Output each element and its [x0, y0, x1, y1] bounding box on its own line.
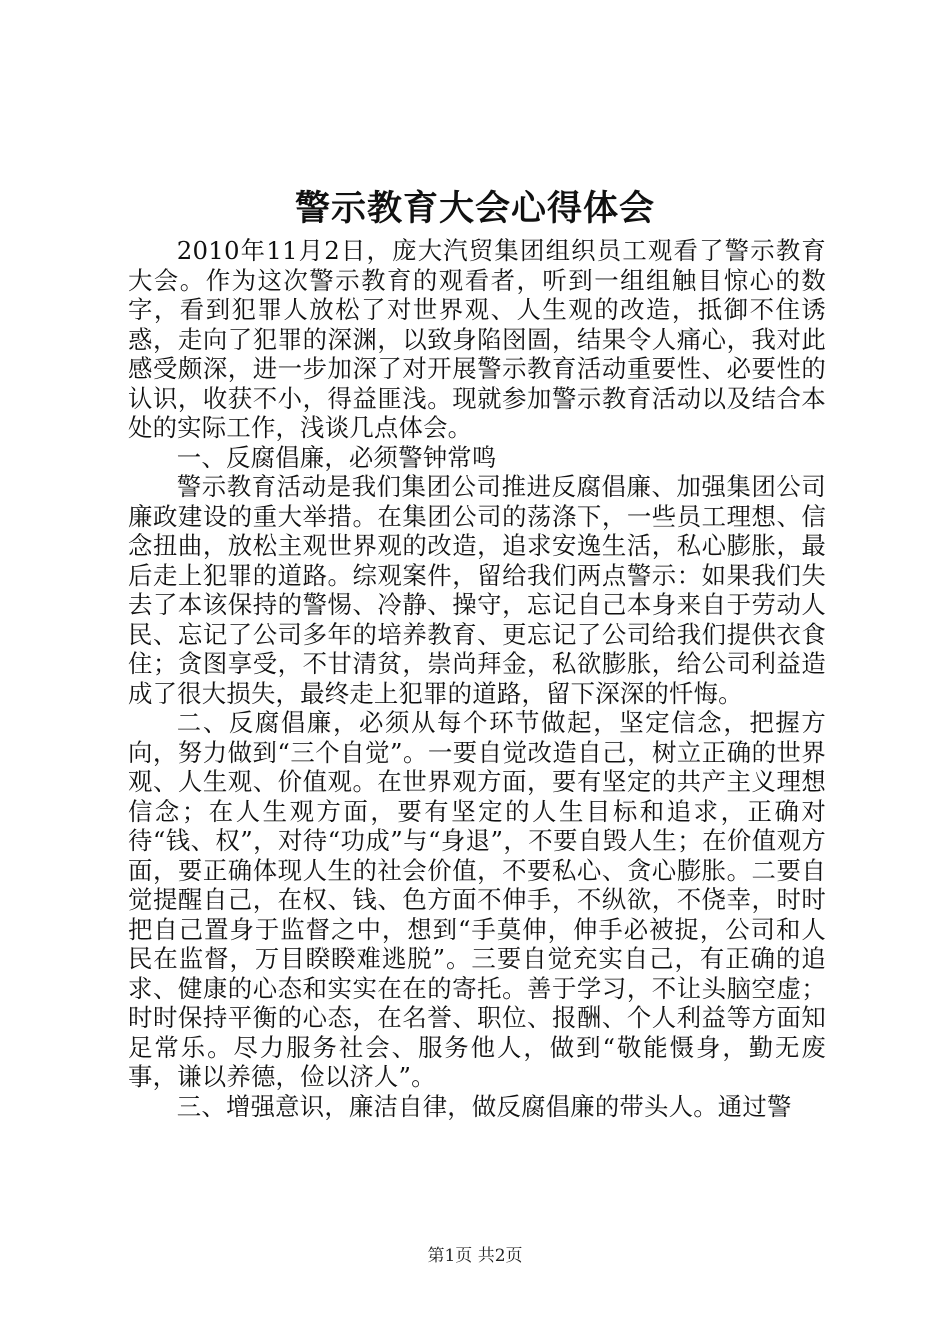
- document-body: [128, 236, 826, 1121]
- paragraph-intro: 2010年11月2日，庞大汽贸集团组织员工观看了警示教育大会。作为这次警示教育的观看者，听到一组组触目惊心的数字，看到犯罪人放松了对世界观、人生观的改造，抵御不住诱惑，走向了犯罪的深渊，以致身陷囹圄，结果令人痛心，我对此感受颇深，进一步加深了对开展警示教育活动重要性、必要性的认识，收获不小，得益匪浅。现就参加警示教育活动以及结合本处的实际工作，浅谈几点体会。: [128, 236, 826, 442]
- document-title: 警示教育大会心得体会: [294, 189, 655, 229]
- paragraph-section-2: 二、反腐倡廉，必须从每个环节做起，坚定信念，把握方向，努力做到“三个自觉”。一要自觉改造自己，树立正确的世界观、人生观、价值观。在世界观方面，要有坚定的共产主义理想信念；在人生观方面，要有坚定的人生目标和追求，正确对待“钱、权”，对待“功成”与“身退”，不要自毁人生；在价值观方面，要正确体现人生的社会价值，不要私心、贪心膨胀。二要自觉提醒自己，在权、钱、色方面不伸手，不纵欲，不侥幸，时时把自己置身于监督之中，想到“手莫伸，伸手必被捉，公司和人民在监督，万目睽睽难逃脱”。三要自觉充实自己，有正确的追求、健康的心态和实实在在的寄托。善于学习，不让头脑空虚；时时保持平衡的心态，在名誉、职位、报酬、个人利益等方面知足常乐。尽力服务社会、服务他人，做到“敬能慑身，勤无废事，谦以养德，俭以济人”。: [128, 708, 826, 1091]
- paragraph-section-3: 三、增强意识，廉洁自律，做反腐倡廉的带头人。通过警: [176, 1091, 792, 1121]
- section-heading-1: 一、反腐倡廉，必须警钟常鸣: [176, 442, 497, 472]
- paragraph-section-1: 警示教育活动是我们集团公司推进反腐倡廉、加强集团公司廉政建设的重大举措。在集团公司的荡涤下，一些员工理想、信念扭曲，放松主观世界观的改造，追求安逸生活，私心膨胀，最后走上犯罪的道路。综观案件，留给我们两点警示：如果我们失去了本该保持的警惕、冷静、操守，忘记自己本身来自于劳动人民、忘记了公司多年的培养教育、更忘记了公司给我们提供衣食住；贪图享受，不甘清贫，崇尚拜金，私欲膨胀，给公司利益造成了很大损失，最终走上犯罪的道路，留下深深的忏悔。: [128, 472, 826, 708]
- page-footer: 第1页 共2页: [427, 1246, 523, 1266]
